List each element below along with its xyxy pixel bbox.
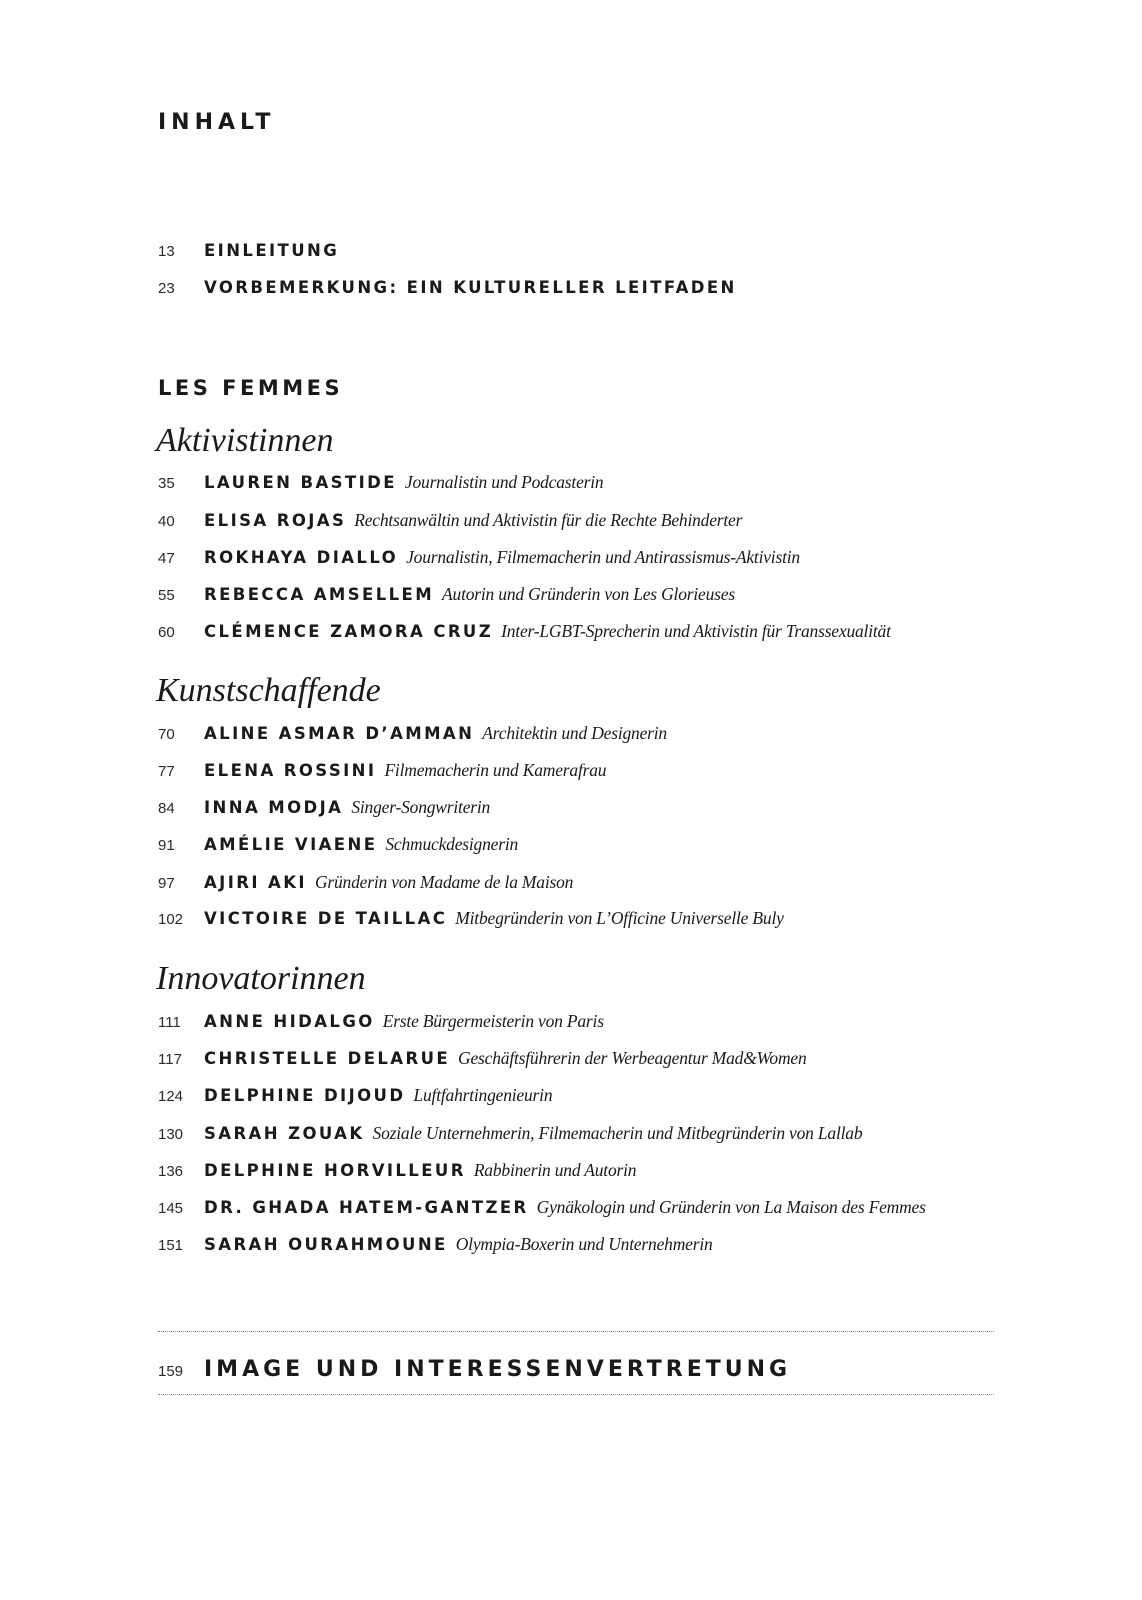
page-number: 35 xyxy=(158,475,175,492)
toc-entry[interactable] xyxy=(158,834,992,858)
toc-entry[interactable] xyxy=(158,723,992,747)
section-title: IMAGE UND INTERESSENVERTRETUNG xyxy=(204,1357,792,1382)
person-name: ELENA ROSSINI xyxy=(204,761,377,780)
page-number: 91 xyxy=(158,837,175,854)
dotted-divider-bottom xyxy=(158,1394,994,1395)
page-number: 151 xyxy=(158,1237,184,1254)
person-description: Journalistin und Podcasterin xyxy=(404,472,604,492)
page-number: 77 xyxy=(158,763,175,780)
person-description: Autorin und Gründerin von Les Glorieuses xyxy=(442,584,735,604)
person-name: INNA MODJA xyxy=(204,798,344,817)
page-number: 55 xyxy=(158,587,175,604)
part-title: LES FEMMES xyxy=(158,376,344,400)
person-description: Geschäftsführerin der Werbeagentur Mad&Women xyxy=(458,1048,807,1068)
person-description: Journalistin, Filmemacherin und Antirassismus-Aktivistin xyxy=(406,547,800,567)
entry-title: EINLEITUNG xyxy=(204,241,340,260)
person-description: Inter-LGBT-Sprecherin und Aktivistin für Transsexualität xyxy=(501,621,891,641)
person-description: Filmemacherin und Kamerafrau xyxy=(384,760,607,780)
person-description: Rabbinerin und Autorin xyxy=(473,1160,637,1180)
page-number: 23 xyxy=(158,280,175,297)
person-description: Olympia-Boxerin und Unternehmerin xyxy=(455,1234,713,1254)
toc-entry[interactable] xyxy=(158,547,992,571)
person-description: Gründerin von Madame de la Maison xyxy=(314,872,574,892)
person-description: Schmuckdesignerin xyxy=(385,834,519,854)
person-name: ALINE ASMAR D’AMMAN xyxy=(204,724,475,743)
page-number: 97 xyxy=(158,875,175,892)
toc-entry[interactable] xyxy=(158,621,992,645)
toc-entry[interactable] xyxy=(158,584,992,608)
toc-entry[interactable] xyxy=(158,1123,992,1147)
category-heading: Innovatorinnen xyxy=(156,960,366,997)
toc-entry[interactable] xyxy=(158,510,992,534)
toc-entry[interactable] xyxy=(158,278,992,302)
person-description: Architektin und Designerin xyxy=(482,723,667,743)
person-description: Soziale Unternehmerin, Filmemacherin und Mitbegründerin von Lallab xyxy=(372,1123,863,1143)
page-number: 102 xyxy=(158,911,184,928)
page-number: 159 xyxy=(158,1363,184,1380)
person-description: Singer-Songwriterin xyxy=(351,797,491,817)
toc-entry[interactable] xyxy=(158,760,992,784)
page-number: 145 xyxy=(158,1200,184,1217)
toc-entry[interactable] xyxy=(158,872,992,896)
toc-entry[interactable] xyxy=(158,472,992,496)
person-name: DELPHINE DIJOUD xyxy=(204,1086,406,1105)
page-number: 40 xyxy=(158,513,175,530)
person-description: Erste Bürgermeisterin von Paris xyxy=(382,1011,604,1031)
page-number: 47 xyxy=(158,550,175,567)
person-name: DELPHINE HORVILLEUR xyxy=(204,1161,466,1180)
category-heading: Aktivistinnen xyxy=(156,422,334,459)
page-number: 60 xyxy=(158,624,175,641)
person-name: AJIRI AKI xyxy=(204,873,307,892)
person-name: ELISA ROJAS xyxy=(204,511,347,530)
page-number: 117 xyxy=(158,1051,182,1068)
page-number: 124 xyxy=(158,1088,184,1105)
toc-entry[interactable] xyxy=(158,1085,992,1109)
person-name: SARAH OURAHMOUNE xyxy=(204,1235,448,1254)
person-name: CHRISTELLE DELARUE xyxy=(204,1049,451,1068)
toc-entry[interactable] xyxy=(158,908,992,932)
person-name: AMÉLIE VIAENE xyxy=(204,835,378,854)
page-number: 111 xyxy=(158,1014,181,1031)
page-number: 136 xyxy=(158,1163,184,1180)
person-description: Mitbegründerin von L’Officine Universelle Buly xyxy=(455,908,784,928)
person-description: Gynäkologin und Gründerin von La Maison des Femmes xyxy=(536,1197,926,1217)
page-number: 84 xyxy=(158,800,175,817)
toc-entry[interactable] xyxy=(158,241,992,265)
person-description: Rechtsanwältin und Aktivistin für die Rechte Behinderter xyxy=(354,510,743,530)
toc-entry[interactable] xyxy=(158,1160,992,1184)
person-name: CLÉMENCE ZAMORA CRUZ xyxy=(204,622,494,641)
page-title: INHALT xyxy=(158,110,276,135)
dotted-divider-top xyxy=(158,1331,994,1332)
entry-title: VORBEMERKUNG: EIN KULTURELLER LEITFADEN xyxy=(204,278,737,297)
toc-entry[interactable] xyxy=(158,1011,992,1035)
person-name: VICTOIRE DE TAILLAC xyxy=(204,909,448,928)
person-name: SARAH ZOUAK xyxy=(204,1124,365,1143)
category-heading: Kunstschaffende xyxy=(156,672,381,709)
page-number: 130 xyxy=(158,1126,184,1143)
person-name: LAUREN BASTIDE xyxy=(204,473,397,492)
person-name: DR. GHADA HATEM-GANTZER xyxy=(204,1198,529,1217)
toc-entry[interactable] xyxy=(158,1234,992,1258)
toc-entry[interactable] xyxy=(158,1197,992,1221)
page-number: 13 xyxy=(158,243,175,260)
toc-entry[interactable] xyxy=(158,1048,992,1072)
toc-entry[interactable] xyxy=(158,797,992,821)
toc-entry-final-section[interactable] xyxy=(158,1357,791,1382)
person-name: ROKHAYA DIALLO xyxy=(204,548,399,567)
person-name: ANNE HIDALGO xyxy=(204,1012,375,1031)
page-number: 70 xyxy=(158,726,175,743)
person-description: Luftfahrtingenieurin xyxy=(413,1085,553,1105)
person-name: REBECCA AMSELLEM xyxy=(204,585,435,604)
